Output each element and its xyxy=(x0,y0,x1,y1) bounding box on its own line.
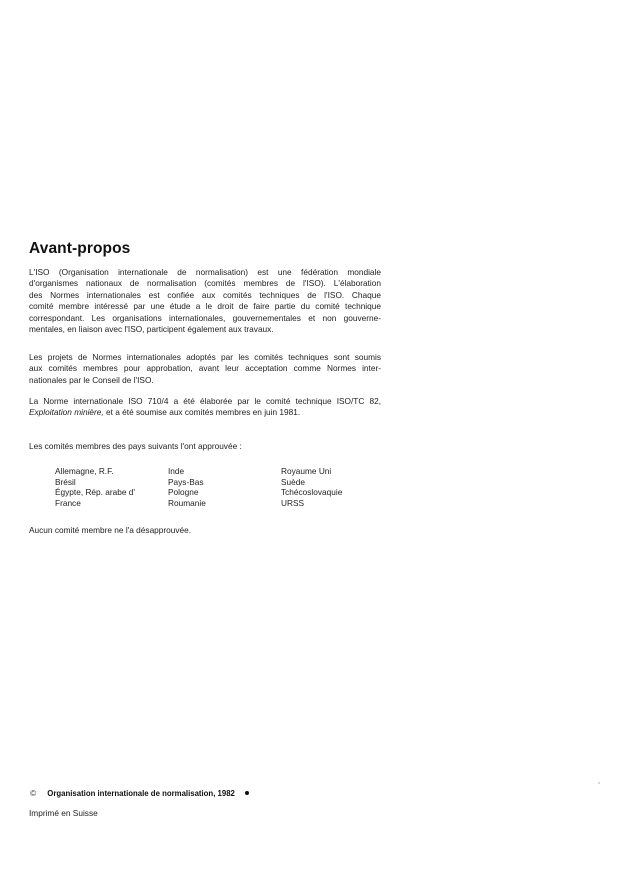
text-line: L'ISO (Organisation internationale de normalisation) est une fédération mondiale xyxy=(29,267,381,277)
countries-list xyxy=(55,466,355,508)
text-line: Les projets de Normes internationales adoptés par les comités techniques sont soumis xyxy=(29,352,381,362)
paragraph-approvers-intro: Les comités membres des pays suivants l'ont approuvée : xyxy=(29,441,242,451)
page-title: Avant-propos xyxy=(29,240,131,257)
committee-title: Exploitation minière, xyxy=(29,407,104,418)
bullet-icon xyxy=(245,791,249,795)
text-line xyxy=(29,407,381,418)
scan-speck xyxy=(598,782,600,784)
paragraph-approval-process xyxy=(29,352,381,386)
text-line: aux comités membres pour approbation, avant leur acceptation comme Normes inter- xyxy=(29,363,381,374)
text-line: des Normes internationales est confiée aux comités techniques de l'ISO. Chaque xyxy=(29,289,381,300)
country-item: Inde xyxy=(168,466,185,476)
text-line: d'organismes nationaux de normalisation (comités membres de l'ISO). L'élaboration xyxy=(29,278,381,289)
country-item: Roumanie xyxy=(168,497,206,508)
country-item: Tchécoslovaquie xyxy=(281,487,343,498)
paragraph-no-disapproval: Aucun comité membre ne l'a désapprouvée. xyxy=(29,525,192,535)
text-fragment: et a été soumise aux comités membres en juin 1981. xyxy=(103,407,301,418)
country-item: Pologne xyxy=(168,487,199,498)
country-item: Royaume Uni xyxy=(281,466,332,476)
country-item: France xyxy=(55,497,81,508)
country-item: Suède xyxy=(281,476,305,487)
copyright-notice xyxy=(30,788,249,798)
copyright-icon: © xyxy=(30,788,37,798)
country-item: Allemagne, R.F. xyxy=(55,466,114,476)
country-item: Égypte, Rép. arabe d' xyxy=(55,487,135,498)
paragraph-iso-intro xyxy=(29,267,381,335)
printed-in: Imprimé en Suisse xyxy=(29,808,98,818)
text-line: correspondant. Les organisations internationales, gouvernementales et non gouverne- xyxy=(29,312,381,323)
country-item: URSS xyxy=(281,497,305,508)
copyright-text: Organisation internationale de normalisation, 1982 xyxy=(47,788,235,798)
text-line: La Norme internationale ISO 710/4 a été élaborée par le comité technique ISO/TC 82, xyxy=(29,396,381,406)
text-line: mentales, en liaison avec l'ISO, participent également aux travaux. xyxy=(29,324,274,335)
country-item: Pays-Bas xyxy=(168,476,204,487)
paragraph-standard-origin xyxy=(29,396,381,419)
country-item: Brésil xyxy=(55,476,76,487)
text-line: nationales par le Conseil de l'ISO. xyxy=(29,374,154,385)
text-line: comité membre intéressé par une étude a le droit de faire partie du comité technique xyxy=(29,301,381,312)
